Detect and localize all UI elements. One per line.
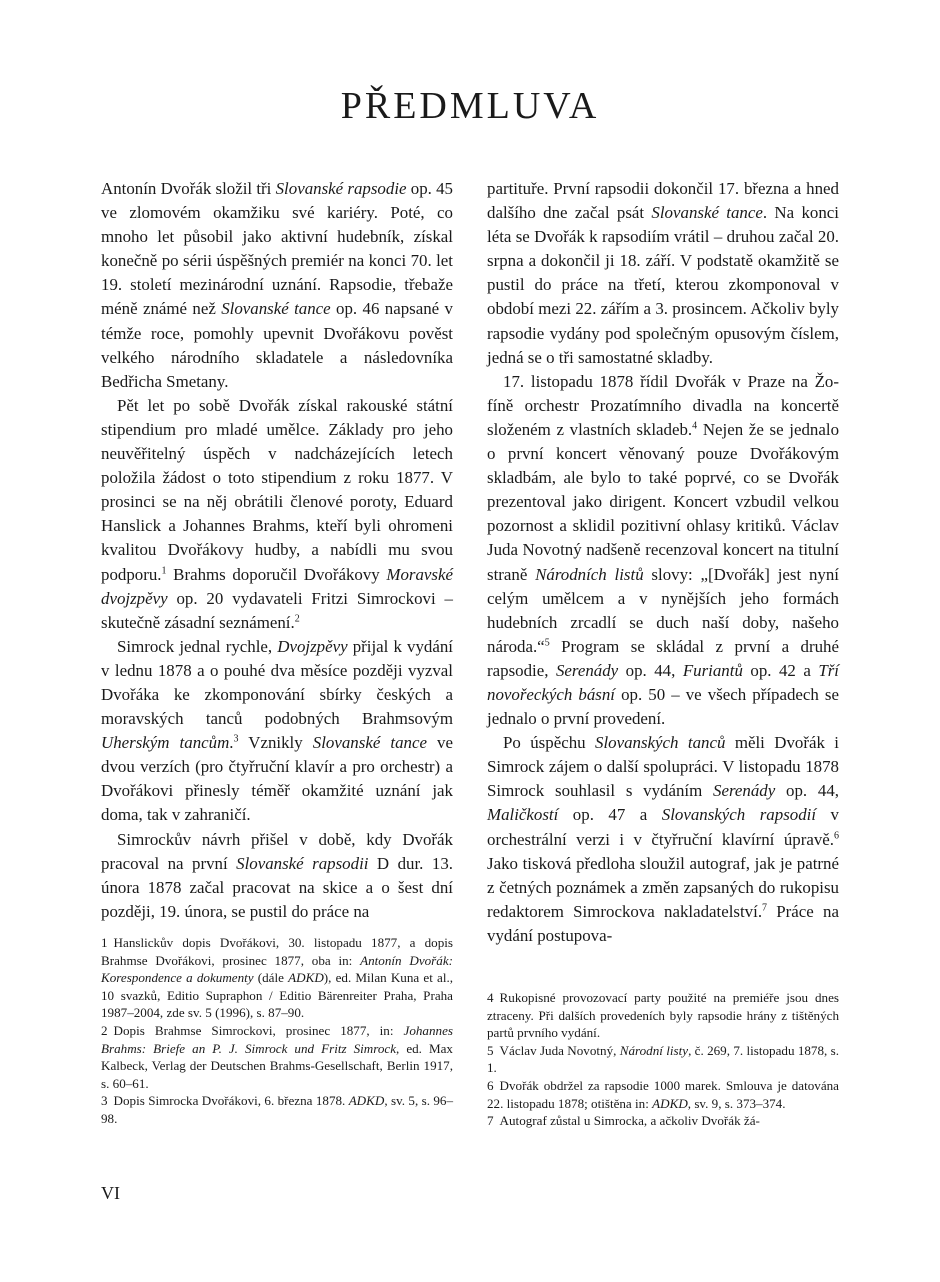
- paragraph: 17. listopadu 1878 řídil Dvořák v Praze na Žofíně orchestr Prozatímního divadla na koncertě složeném z vlastních skladeb.$^4$ Nejen že se jednalo o první koncert věnovaný pouze Dvořákovým skladbám, ale bylo to také poprvé, co se Dvořák prezentoval jako dirigent. Koncert vzbudil velkou pozornost a sklidil pozitivní ohlasy kritiků. Václav Juda Novotný nadšeně recenzoval koncert na titulní straně Národních listů slovy: „[Dvořák] jest nyní celým umělcem a v nynějších jeho formách hudebních zrcadlí se duch naší doby, našeho národa.“$^5$ Program se skládal z první a druhé rapsodie, Serenády op. 44, Furiantů op. 42 a Tří novořeckých básní op. 50 – ve všech případech se jednalo o první provedení.: [487, 371, 840, 729]
- footnote: 4 Rukopisné provozovací party použité na premiéře jsou dnes ztraceny. Při dalších provedeních byly rapsodie hrány z tištěných partů prvního vydání.: [487, 990, 839, 1041]
- italic-text: Slovanských rapsodií: [661, 805, 817, 825]
- italic-text: Furiantů: [682, 660, 743, 680]
- italic-text: Národní listy: [619, 1042, 689, 1058]
- italic-text: Slovanských tanců: [595, 733, 726, 753]
- italic-text: Maličkostí: [487, 805, 559, 825]
- italic-text: ADKD: [288, 970, 324, 986]
- footnote: 1 Hanslickův dopis Dvořákovi, 30. listopadu 1877, a dopis Brahmse Dvořákovi, prosinec 1877, oba in: Antonín Dvořák: Korespondence a dokumenty (dále ADKD), ed. Milan Kuna et al., 10 svazků, Editio Supraphon / Editio Bärenreiter Praha, Praha 1987–2004, zde sv. 5 (1996), s. 87–90.: [101, 935, 454, 1021]
- footnote-number: 6: [487, 1077, 494, 1093]
- right-column: [487, 177, 839, 948]
- italic-text: ADKD: [652, 1095, 688, 1111]
- footnote: 3 Dopis Simrocka Dvořákovi, 6. března 1878. ADKD, sv. 5, s. 96–98.: [101, 1093, 453, 1126]
- italic-text: ADKD: [348, 1093, 385, 1109]
- page-number: VI: [101, 1183, 120, 1203]
- italic-text: Slovanské rapsodie: [275, 179, 407, 198]
- footnote-reference: 3: [233, 733, 239, 745]
- italic-text: Slovanské tance: [651, 203, 763, 223]
- paragraph: Pět let po sobě Dvořák získal rakouské státní stipendium pro mladé umělce. Základy pro jeho neuvěřitelný úspěch v nadcházejících letech položila žádost o toto stipendium z roku 1877. V prosinci se na něj obrátili členové poroty, Eduard Hanslick a Johannes Brahms, kteří byli ohromeni kvalitou Dvořákovy hudby, a nabídli mu svou podporu.$^1$ Brahms doporučil Dvořákovy Moravské dvojzpěvy op. 20 vydavateli Fritzi Simrockovi – skutečně zásadní seznámení.$^2$: [101, 395, 453, 632]
- footnote-reference: 7: [762, 902, 768, 914]
- footnote-number: 4: [487, 990, 494, 1005]
- footnote: 6 Dvořák obdržel za rapsodie 1000 marek. Smlouva je datována 22. listopadu 1878; otištěna in: ADKD, sv. 9, s. 373–374.: [487, 1077, 839, 1111]
- footnote: 7 Autograf zůstal u Simrocka, a ačkoliv Dvořák žá-: [487, 1113, 760, 1129]
- italic-text: Johannes Brahms: Briefe an P. J. Simrock und Fritz Simrock: [101, 1022, 453, 1056]
- footnotes-right: [487, 989, 839, 1130]
- italic-text: Dvojzpěvy: [277, 636, 348, 656]
- italic-text: Uherským tancům: [101, 733, 230, 753]
- footnote-reference: 1: [161, 564, 167, 576]
- left-column: [101, 177, 453, 924]
- footnote-number: 1: [101, 935, 108, 950]
- italic-text: Tří novořeckých básní: [487, 660, 839, 704]
- footnote-reference: 4: [692, 420, 698, 432]
- footnote-number: 2: [101, 1022, 108, 1038]
- paragraph: Antonín Dvořák složil tři Slovanské rapsodie op. 45 ve zlomovém okamžiku své kariéry. Poté, co mnoho let působil jako aktivní hudebník, získal konečně po sérii úspěšných premiér na konci 70. let 19. století mezinárodní uznání. Rapsodie, třebaže méně známé než Slovanské tance op. 46 napsané v témže roce, pomohly upevnit Dvořákovu pověst velkého národního skladatele a následovníka Bedřicha Smetany.: [101, 179, 454, 391]
- italic-text: Moravské dvojzpěvy: [101, 564, 453, 608]
- footnote-number: 7: [487, 1113, 494, 1129]
- paragraph: Simrockův návrh přišel v době, kdy Dvořák pracoval na první Slovanské rapsodii D dur. 13. února 1878 začal pracovat na skice a o šest dní později, 19. února, se pustil do práce na: [101, 829, 453, 921]
- italic-text: Antonín Dvořák: Korespondence a dokumenty: [101, 952, 453, 986]
- footnotes-left: [101, 934, 453, 1128]
- paragraph: partituře. První rapsodii dokončil 17. března a hned dalšího dne začal psát Slovanské tance. Na konci léta se Dvořák k rapsodiím vrátil – druhou začal 20. srpna a dokončil ji 18. září. V podstatě okamžitě se pustil do práce na třetí, kterou zkomponoval v období mezi 22. zářím a 3. prosincem. Ačkoliv byly rapsodie vydány pod společným opusovým číslem, jedná se o tři samostatné skladby.: [487, 179, 839, 367]
- footnote-reference: 5: [544, 637, 550, 649]
- italic-text: Národních listů: [535, 564, 644, 584]
- italic-text: Serenády: [713, 781, 776, 801]
- italic-text: Slovanské tance: [312, 733, 427, 753]
- footnote-reference: 2: [294, 613, 300, 625]
- page-title: PŘEDMLUVA: [340, 85, 600, 127]
- footnote: 5 Václav Juda Novotný, Národní listy, č. 269, 7. listopadu 1878, s. 1.: [487, 1042, 839, 1076]
- italic-text: Slovanské rapsodii: [236, 853, 369, 873]
- italic-text: Serenády: [555, 660, 619, 680]
- footnote-reference: 6: [834, 829, 839, 841]
- paragraph: Simrock jednal rychle, Dvojzpěvy přijal k vydání v lednu 1878 a o pouhé dva měsíce později vyzval Dvořáka ke zkomponování sbírky českých a moravských tanců podobných Brahmsovým Uherským tancům.$^3$ Vznikly Slovanské tance ve dvou verzích (pro čtyřruční klavír a pro orchestr) a Dvořákovi přinesly téměř okamžité uznání jak doma, tak v zahraničí.: [101, 636, 453, 825]
- paragraph: Po úspěchu Slovanských tanců měli Dvořák i Simrock zájem o další spolupráci. V listopadu 1878 Simrock souhlasil s vydáním Serenády op. 44, Maličkostí op. 47 a Slovanských rapsodií v orchestrální verzi i v čtyřruční klavírní úpravě.$^6$ Jako tisková předloha sloužil autograf, jak je patrné z četných poznámek a změn zapsaných do rukopisu redaktorem Simrockova nakladatelství.$^7$ Práce na vydání postupova-: [487, 733, 839, 945]
- footnote: 2 Dopis Brahmse Simrockovi, prosinec 1877, in: Johannes Brahms: Briefe an P. J. Simrock und Fritz Simrock, ed. Max Kalbeck, Verlag der Deutschen Brahms-Gesellschaft, Berlin 1917, s. 60–61.: [101, 1022, 453, 1091]
- footnote-number: 3: [101, 1093, 108, 1109]
- italic-text: Slovanské tance: [221, 299, 331, 319]
- footnote-number: 5: [487, 1042, 494, 1058]
